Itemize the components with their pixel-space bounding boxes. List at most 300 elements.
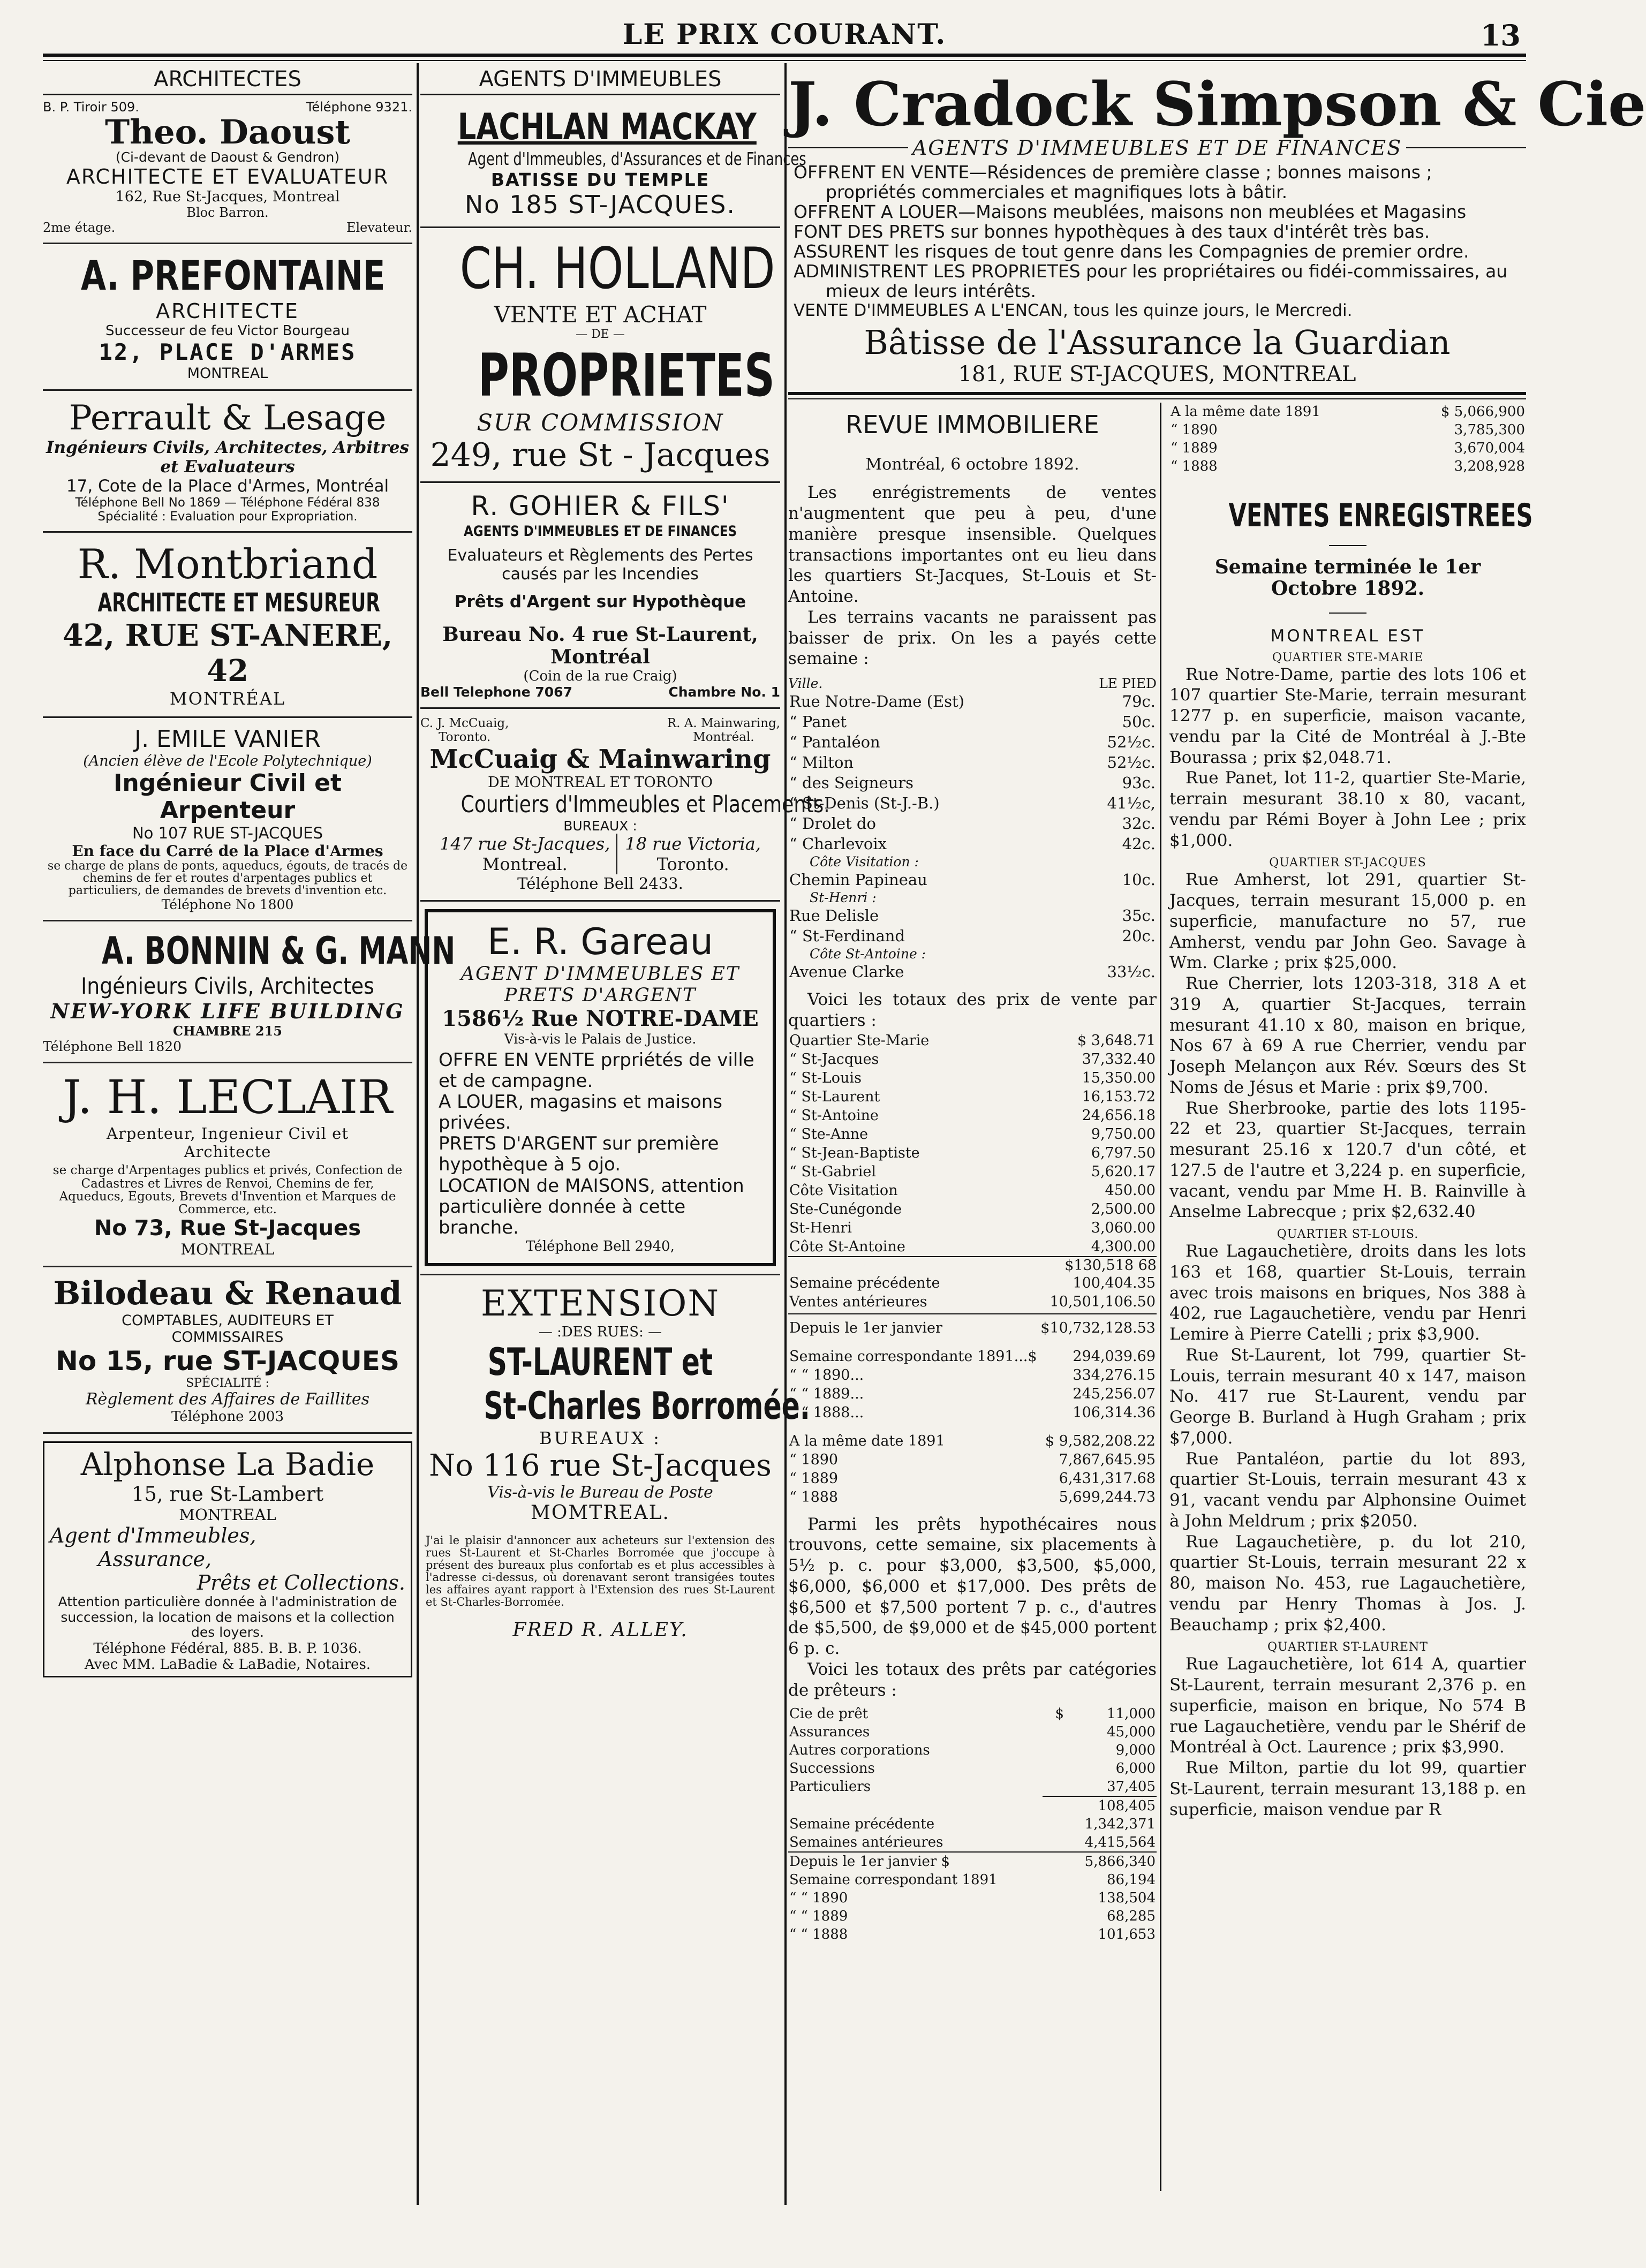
table-cell: Ventes antérieures <box>789 1293 927 1310</box>
firm-role: Ingénieur Civil et Arpenteur <box>113 769 342 825</box>
ad-perrault <box>43 398 412 524</box>
firm-name: Alphonse La Badie <box>80 1446 375 1483</box>
table-cell: Depuis le 1er janvier <box>789 1854 937 1870</box>
table-cell: “ “ 1890 <box>789 1890 848 1907</box>
table-row <box>788 926 1157 946</box>
table-row <box>788 752 1157 773</box>
sale-entry: Rue Lagauchetière, p. du lot 210, quartier St-Louis, terrain mesurant 22 x 80, maison No. 453, rue Lagauchetière, vendu par Henry Thomas à Jos. J. Beauchamp ; prix $2,400. <box>1169 1532 1526 1635</box>
table-cell: 10,501,106.50 <box>1049 1293 1156 1310</box>
offer-line: ADMINISTRENT LES PROPRIETES pour les propriétaires ou fidéi-commissaires, au mieux de leurs intérêts. <box>794 260 1508 301</box>
revue-immobiliere <box>788 403 1157 1944</box>
street-name: St-Charles Borromée. <box>484 1384 810 1428</box>
table-cell: 5,620.17 <box>1091 1163 1156 1180</box>
office-city: Montreal. <box>482 854 568 874</box>
building-name: BATISSE DU TEMPLE <box>490 169 710 190</box>
table-row <box>788 773 1157 793</box>
firm-offer: A LOUER, magasins et maisons privées. <box>439 1091 723 1134</box>
firm-name: J. EMILE VANIER <box>134 725 321 753</box>
table-row <box>788 793 1157 813</box>
sale-entry: Rue Amherst, lot 291, quartier St-Jacques, terrain mesurant 15,000 p. en superficie, manufacture no 57, rue Amherst, vendu par John Geo. Savage à Wm. Clarke ; prix $25,000. <box>1169 870 1526 973</box>
firm-offer: PRETS D'ARGENT sur première hypothèque à 5 ojo. <box>439 1133 719 1176</box>
article-paragraph: Parmi les prêts hypothécaires nous trouvons, cette semaine, six placements à 5½ p. c. pour $3,000, $3,500, $5,000, $6,000, $6,000 et $17,000. Des prêts de $6,500 et $7,500 portent 7 p. c., d'autres de $5,500, de $9,000 et de $45,000 portent 6 p. c. <box>788 1514 1157 1659</box>
table-cell: “ Pantaléon <box>789 733 880 752</box>
table-cell: “ Drolet do <box>789 814 876 833</box>
firm-building: Bâtisse de l'Assurance la Guardian <box>864 323 1451 362</box>
ad-subtitle: — :DES RUES: — <box>538 1324 662 1340</box>
po-box: B. P. Tiroir 509. <box>43 100 139 115</box>
summary-table <box>788 1274 1157 1311</box>
table-cell: 33½c. <box>1107 963 1156 981</box>
firm-role: Arpenteur, Ingenieur Civil et <box>107 1124 349 1143</box>
table-cell: 9,750.00 <box>1091 1125 1156 1143</box>
table-cell: 3,670,004 <box>1454 440 1525 457</box>
ad-bilodeau <box>43 1275 412 1425</box>
firm-name: CH. HOLLAND <box>459 236 775 301</box>
table-cell: 450.00 <box>1105 1182 1156 1199</box>
firm-description: Attention particulière donnée à l'administration de succession, la location de maisons et la collection des loyers. <box>58 1593 397 1640</box>
table-cell: 93c. <box>1122 774 1156 792</box>
quarter-heading: QUARTIER ST-JACQUES <box>1269 856 1426 870</box>
table-cell: Ste-Cunégonde <box>789 1200 902 1218</box>
ad-montbriand <box>43 540 412 709</box>
firm-role: Prêts et Collections. <box>197 1570 405 1594</box>
article-subtitle: Semaine terminée le 1er Octobre 1892. <box>1214 556 1481 600</box>
table-cell: Rue Delisle <box>789 906 879 925</box>
telephone: Téléphone No 1800 <box>161 897 294 913</box>
table-row <box>788 1087 1157 1106</box>
table-cell: 5,699,244.73 <box>1059 1488 1156 1506</box>
firm-service: VENTE ET ACHAT <box>494 301 707 328</box>
table-cell: Assurances <box>789 1724 870 1741</box>
partner-city: Montréal. <box>693 730 754 744</box>
table-cell <box>1045 1723 1065 1741</box>
firm-role: Courtiers d'Immeubles et Placements. <box>460 791 830 818</box>
firm-role: et Evaluateurs <box>160 457 295 477</box>
firm-offers <box>788 160 1526 323</box>
firm-location: (Coin de la rue Craig) <box>523 668 677 684</box>
table-cell: 3,060.00 <box>1091 1219 1156 1236</box>
table-cell: $ <box>1055 1706 1064 1722</box>
ad-extension <box>420 1282 810 1642</box>
firm-name: LACHLAN MACKAY <box>457 106 757 148</box>
table-cell: Depuis le 1er janvier <box>789 1319 942 1336</box>
same-date-table <box>1169 403 1526 475</box>
telephone: Téléphone Fédéral, 885. B. B. P. 1036. <box>93 1640 362 1657</box>
sale-entry: Rue Panet, lot 11-2, quartier Ste-Marie, terrain mesurant 38.10 x 80, vacant, vendu par Rémi Boyer à John Lee ; prix $1,000. <box>1169 768 1526 850</box>
table-row <box>788 1469 1157 1488</box>
ad-labadie <box>43 1441 412 1677</box>
firm-name: McCuaig & Mainwaring <box>429 744 771 774</box>
firm-address: 42, RUE ST-ANERE, 42 <box>62 618 393 689</box>
firm-address: No 73, Rue St-Jacques <box>94 1215 361 1241</box>
table-cell: “ “ 1890... <box>789 1366 864 1384</box>
table-cell: Semaine précédente <box>789 1816 935 1833</box>
firm-partners: Avec MM. LaBadie & LaBadie, Notaires. <box>84 1657 371 1673</box>
office-address: 147 rue St-Jacques, <box>440 834 610 854</box>
firm-address: 1586½ Rue NOTRE-DAME <box>442 1006 759 1031</box>
table-cell: 9,000 <box>1115 1742 1156 1759</box>
partner-name: C. J. McCuaig, <box>420 716 509 730</box>
table-row <box>788 1833 1157 1852</box>
telephone: Téléphone 2003 <box>171 1408 284 1425</box>
telephone: Téléphone Bell No 1869 — Téléphone Fédéral 838 <box>75 496 380 510</box>
table-cell <box>1045 1759 1065 1778</box>
table-label: Côte Visitation : <box>810 854 919 870</box>
table-row <box>788 1366 1157 1385</box>
firm-city: MONTREAL <box>187 365 268 382</box>
table-row <box>788 1069 1157 1087</box>
room: Chambre No. 1 <box>668 684 780 700</box>
firm-description: se charge de plans de ponts, aqueducs, égouts, de tracés de chemins de fer et routes d'arpentages publics et particuliers, de demandes de brevets d'invention etc. <box>47 859 408 898</box>
table-row <box>788 1219 1157 1237</box>
table-row <box>788 1741 1157 1759</box>
firm-address: 12, PLACE D'ARMES <box>99 339 357 366</box>
firm-role: Agent d'Immeubles, <box>50 1523 256 1547</box>
table-row <box>1169 457 1526 475</box>
table-cell: “ “ 1888... <box>789 1404 864 1421</box>
table-row <box>788 1889 1157 1907</box>
table-cell: 5,866,340 <box>1084 1854 1156 1870</box>
table-cell: Semaine correspondant 1891 <box>789 1872 998 1888</box>
table-row <box>788 1274 1157 1292</box>
table-cell: 3,208,928 <box>1454 458 1525 475</box>
firm-address: Bureau No. 4 rue St-Laurent, Montréal <box>442 623 758 668</box>
sale-entry: Rue Lagauchetière, droits dans les lots 163 et 168, quartier St-Louis, terrain avec trois maisons en briques, Nos 388 à 402, rue Lagauchetière, vendu par Henri Lemire à Pierre Catelli ; prix $3,900. <box>1169 1242 1526 1344</box>
firm-address: 17, Cote de la Place d'Armes, Montréal <box>66 477 389 496</box>
table-row <box>788 1292 1157 1311</box>
firm-role: Ingénieurs Civils, Architectes <box>81 973 374 1000</box>
table-cell: 6,797.50 <box>1091 1144 1156 1161</box>
table-cell: “ St-Antoine <box>789 1107 879 1124</box>
telephone: Téléphone Bell 1820 <box>43 1039 182 1055</box>
ad-gohier <box>420 490 780 700</box>
table-cell: 1,342,371 <box>1084 1816 1156 1833</box>
table-cell: 32c. <box>1122 814 1156 833</box>
article-paragraph: Les terrains vacants ne paraissent pas baisser de prix. On les a payés cette semaine : <box>788 607 1157 669</box>
column-rule <box>1160 403 1161 2191</box>
sale-entry: Rue Pantaléon, partie du lot 893, quartier St-Louis, terrain mesurant 43 x 91, vacant vendu par Alphonsine Ouimet à John Meldrum ; prix $2050. <box>1169 1449 1526 1531</box>
offices-label: BUREAUX : <box>563 818 637 834</box>
table-cell: 2,500.00 <box>1091 1200 1156 1218</box>
table-label: LE PIED <box>1099 676 1157 692</box>
table-cell: 16,153.72 <box>1082 1088 1156 1105</box>
quarter-heading: QUARTIER ST-LOUIS. <box>1277 1228 1419 1242</box>
firm-role: ARCHITECTE <box>156 299 299 323</box>
offer-line: OFFRENT EN VENTE—Résidences de première classe ; bonnes maisons ; propriétés commerciales et magnifiques lots à bâtir. <box>794 162 1432 202</box>
table-cell: 15,350.00 <box>1082 1069 1156 1086</box>
table-cell: “ St-Denis (St-J.-B.) <box>789 794 940 813</box>
office-address: 18 rue Victoria, <box>625 834 761 854</box>
article-paragraph: Voici les totaux des prix de vente par quartiers : <box>788 990 1157 1030</box>
firm-address: No 107 RUE ST-JACQUES <box>132 824 323 843</box>
table-cell: A la même date 1891 <box>789 1432 945 1449</box>
table-cell: 42c. <box>1122 835 1156 853</box>
sale-entry: Rue Lagauchetière, lot 614 A, quartier St-Laurent, terrain mesurant 2,376 p. en superficie, maison en brique, No 574 B rue Lagauchetière, vendu par le Shérif de Montréal à Oct. Laurence ; prix $3,990. <box>1169 1654 1526 1757</box>
table-row <box>788 1125 1157 1144</box>
table-cell: 6,000 <box>1115 1760 1156 1777</box>
table-cell: 68,285 <box>1107 1908 1156 1925</box>
firm-offer: LOCATION de MAISONS, attention particulière donnée à cette branche. <box>439 1175 744 1238</box>
firm-succession: Successeur de feu Victor Bourgeau <box>105 323 350 339</box>
quarter-table <box>788 1031 1157 1256</box>
sale-entry: Rue Sherbrooke, partie des lots 1195-22 et 23, quartier St-Jacques, terrain mesurant 25.16 x 120.7 d'un côté, et 127.5 de l'autre et 3,224 p. en superficie, vacant, vendu par Mme H. B. Rainville à Anselme Labrecque ; prix $2,632.40 <box>1169 1098 1526 1222</box>
offer-line: OFFRENT A LOUER—Maisons meublées, maisons non meublées et Magasins <box>794 201 1467 222</box>
table-row <box>788 962 1157 982</box>
table-cell: “ 1888 <box>789 1488 839 1506</box>
telephone: Bell Telephone 7067 <box>420 684 572 700</box>
quarter-heading: QUARTIER ST-LAURENT <box>1267 1640 1428 1654</box>
ad-prefontaine <box>43 252 412 382</box>
table-cell: 35c. <box>1122 906 1156 925</box>
sale-entry: Rue Cherrier, lots 1203-318, 318 A et 319 A, quartier St-Jacques, terrain mesurant 41.10 x 80, maison en brique, Nos 67 à 69 A rue Cherrier, vendu par Joseph Melançon aux Rév. Sœurs des St Noms de Jésus et Marie : prix $9,700. <box>1169 974 1526 1097</box>
table-cell: 37,405 <box>1107 1779 1156 1795</box>
firm-name: R. GOHIER & FILS' <box>471 490 730 521</box>
same-date-table <box>788 1432 1157 1507</box>
table-cell: “ St-Jacques <box>789 1050 879 1068</box>
page-number: 13 <box>1480 18 1521 52</box>
table-cell <box>1045 1778 1065 1796</box>
firm-city: MOMTREAL. <box>531 1501 670 1524</box>
lender-summary <box>788 1796 1157 1871</box>
article-title: VENTES ENREGISTREES <box>1228 497 1533 535</box>
table-cell: “ “ 1888 <box>789 1926 848 1943</box>
table-cell: “ 1889 <box>1171 440 1218 457</box>
firm-offer: OFFRE EN VENTE prpriétés de ville et de campagne. <box>439 1049 754 1092</box>
firm-role: ARCHITECTE ET EVALUATEUR <box>66 165 389 189</box>
firm-service: Evaluateurs et Règlements des Pertes causés par les Incendies <box>447 546 753 584</box>
table-row <box>788 1450 1157 1469</box>
table-row <box>788 870 1157 890</box>
partner-name: R. A. Mainwaring, <box>667 716 780 730</box>
table-cell: 50c. <box>1122 713 1156 731</box>
table-cell: Particuliers <box>789 1779 871 1795</box>
table-cell: “ 1890 <box>789 1451 839 1468</box>
offer-line: ASSURENT les risques de tout genre dans les Compagnies de premier ordre. <box>794 240 1469 262</box>
table-cell: 6,431,317.68 <box>1059 1470 1156 1487</box>
partner-city: Toronto. <box>439 730 491 744</box>
table-row <box>788 1796 1157 1815</box>
table-row <box>788 1871 1157 1889</box>
firm-location: Vis-à-vis le Bureau de Poste <box>487 1483 713 1502</box>
firm-note: (Ci-devant de Daoust & Gendron) <box>115 149 340 165</box>
firm-role: COMMISSAIRES <box>171 1328 284 1345</box>
table-cell: Semaines antérieures <box>789 1834 943 1851</box>
column-cradock <box>788 70 1646 2233</box>
table-cell: “ Ste-Anne <box>789 1125 869 1143</box>
ad-gareau <box>425 909 776 1266</box>
sale-entry: Rue St-Laurent, lot 799, quartier St-Louis, terrain mesurant 40 x 147, maison No. 417 rue St-Laurent, vendu par George B. Burland à Hugh Graham ; prix $7,000. <box>1169 1345 1526 1448</box>
table-row <box>788 813 1157 834</box>
floor: 2me étage. <box>43 220 116 236</box>
table-label: St-Henri : <box>810 890 877 906</box>
table-cell: 86,194 <box>1107 1872 1156 1888</box>
table-cell: “ Charlevoix <box>789 835 887 853</box>
firm-address: No 116 rue St-Jacques <box>429 1448 772 1483</box>
table-cell: “ 1889 <box>789 1470 839 1487</box>
telephone: Téléphone Bell 2940, <box>526 1238 675 1254</box>
table-cell: 45,000 <box>1107 1724 1156 1741</box>
table-cell: 294,039.69 <box>1073 1348 1156 1365</box>
firm-address: No 15, rue ST-JACQUES <box>56 1345 399 1377</box>
firm-city: MONTREAL <box>179 1505 276 1524</box>
table-cell: 106,314.36 <box>1073 1404 1156 1421</box>
firm-loans: Prêts d'Argent sur Hypothèque <box>454 592 746 611</box>
table-cell: “ 1888 <box>1171 458 1218 475</box>
room: CHAMBRE 215 <box>173 1023 282 1039</box>
firm-name: A. BONNIN & G. MANN <box>102 929 456 973</box>
table-cell: “ St-Louis <box>789 1069 862 1086</box>
table-cell: 108,405 <box>1043 1796 1157 1815</box>
table-cell: Côte Visitation <box>789 1182 898 1199</box>
table-row <box>788 1759 1157 1778</box>
table-cell: 10c. <box>1122 871 1156 889</box>
table-cell: 37,332.40 <box>1082 1050 1156 1068</box>
table-cell: Chemin Papineau <box>789 871 927 889</box>
ad-daoust <box>43 100 412 235</box>
firm-description: se charge d'Arpentages publics et privés, Confection de Cadastres et Livres de Renvoi, Chemins de fer, Aqueducs, Egouts, Brevets d'Invention et Marques de Commerce, etc. <box>52 1163 403 1216</box>
table-cell: Successions <box>789 1760 875 1777</box>
table-label: Côte St-Antoine : <box>810 946 926 962</box>
table-cell: “ Panet <box>789 713 847 731</box>
firm-name: J. Cradock Simpson & Cie <box>788 70 1646 140</box>
table-cell: $ <box>941 1854 950 1870</box>
table-row <box>788 1925 1157 1944</box>
table-row <box>788 1319 1157 1337</box>
ventes-enregistrees <box>1169 403 1533 1820</box>
ad-signature: FRED R. ALLEY. <box>512 1619 688 1642</box>
firm-address: 162, Rue St-Jacques, Montreal <box>115 188 340 206</box>
table-cell: 245,256.07 <box>1073 1385 1156 1402</box>
ad-title: EXTENSION <box>480 1282 720 1324</box>
table-cell: 4,415,564 <box>1084 1834 1156 1851</box>
table-cell: Semaine correspondante 1891...$ <box>789 1348 1037 1365</box>
table-row <box>1169 439 1526 457</box>
firm-role: Agent d'Immeubles, d'Assurances et de Finances <box>468 148 806 169</box>
table-cell: 79c. <box>1122 692 1156 711</box>
section-heading: MONTREAL EST <box>1270 626 1425 646</box>
table-cell: “ “ 1889... <box>789 1385 864 1402</box>
sale-entry: Rue Notre-Dame, partie des lots 106 et 107 quartier Ste-Marie, terrain mesurant 1277 p. en superficie, maison vacante, vendu par la Cité de Montréal à J.-Bte Bourassa ; prix $2,048.71. <box>1169 664 1526 767</box>
table-row <box>788 905 1157 926</box>
lender-corresponding <box>788 1871 1157 1944</box>
price-table <box>788 962 1157 982</box>
firm-connector: — DE — <box>576 328 625 341</box>
table-cell <box>1045 1741 1065 1759</box>
firm-role: AGENTS D'IMMEUBLES ET DE FINANCES <box>463 523 737 540</box>
column-rule <box>784 63 787 2205</box>
article-date: Montréal, 6 octobre 1892. <box>865 455 1079 474</box>
ad-text: J'ai le plaisir d'annoncer aux acheteurs sur l'extension des rues St-Laurent et St-Charles Borromée que j'occupe à présent des bureaux plus confortab es et plus accessibles à l'adresse ci-dessus, où dorenavant seront transigées toutes les affaires ayant rapport à l'Extension des rues St-Laurent et St-Charles-Borromée. <box>426 1533 775 1609</box>
table-cell: Rue Notre-Dame (Est) <box>789 692 964 711</box>
firm-specialty-text: Règlement des Affaires de Faillites <box>85 1389 370 1409</box>
firm-address: 15, rue St-Lambert <box>131 1482 324 1506</box>
firm-role: ARCHITECTE ET MESUREUR <box>97 588 380 618</box>
telephone: Téléphone 9321. <box>306 100 412 115</box>
table-cell: 101,653 <box>1098 1926 1156 1943</box>
table-cell: 4,300.00 <box>1091 1238 1156 1255</box>
firm-name: Theo. Daoust <box>104 112 350 152</box>
table-cell: 3,785,300 <box>1454 422 1525 439</box>
table-cell: Semaine précédente <box>789 1274 940 1291</box>
summary-table <box>788 1319 1157 1337</box>
firm-specialty: Spécialité : Evaluation pour Expropriation. <box>97 510 358 524</box>
table-cell: 334,276.15 <box>1073 1366 1156 1384</box>
firm-location: Vis-à-vis le Palais de Justice. <box>504 1031 697 1047</box>
price-table <box>788 870 1157 890</box>
firm-name: R. Montbriand <box>77 540 378 588</box>
table-cell: 52½c. <box>1107 733 1156 752</box>
table-row <box>788 1385 1157 1403</box>
page-header <box>43 18 1526 56</box>
firm-name: A. PREFONTAINE <box>81 252 386 300</box>
firm-role: Architecte <box>184 1143 271 1161</box>
article-title: REVUE IMMOBILIERE <box>845 410 1099 440</box>
table-row <box>788 1181 1157 1200</box>
firm-role: PRETS D'ARGENT <box>504 985 697 1006</box>
table-row <box>788 1403 1157 1422</box>
table-row <box>788 1106 1157 1125</box>
header-rule <box>43 54 1526 61</box>
firm-role: AGENTS D'IMMEUBLES ET DE FINANCES <box>912 136 1402 160</box>
section-heading: AGENTS D'IMMEUBLES <box>420 67 780 95</box>
table-row <box>788 1723 1157 1741</box>
street-name: ST-LAURENT et <box>487 1340 713 1384</box>
page-title: LE PRIX COURANT. <box>622 18 947 51</box>
table-row <box>788 1200 1157 1219</box>
table-cell: $ 3,648.71 <box>1077 1032 1156 1049</box>
ad-vanier <box>43 725 412 912</box>
ad-mackay <box>420 106 806 219</box>
table-cell: Cie de prêt <box>789 1706 869 1722</box>
table-cell: “ St-Ferdinand <box>789 927 905 946</box>
firm-role: AGENT D'IMMEUBLES ET <box>460 963 740 985</box>
table-cell: 138,504 <box>1098 1890 1156 1907</box>
table-cell: “ Milton <box>789 753 854 772</box>
section-heading: ARCHITECTES <box>43 67 412 95</box>
firm-location: En face du Carré de la Place d'Armes <box>72 842 383 860</box>
sale-entry: Rue Milton, partie du lot 99, quartier St-Laurent, terrain mesurant 13,188 p. en superficie, maison vendue par R <box>1169 1758 1526 1819</box>
firm-service: SUR COMMISSION <box>477 410 724 436</box>
table-cell: $10,732,128.53 <box>1040 1319 1156 1336</box>
quarter-heading: QUARTIER STE-MARIE <box>1272 651 1424 664</box>
table-row <box>1169 421 1526 439</box>
table-cell: 7,867,645.95 <box>1059 1451 1156 1468</box>
firm-specialty: SPÉCIALITÉ : <box>186 1376 269 1390</box>
firm-headline: PROPRIETES <box>478 341 775 410</box>
table-row <box>788 691 1157 712</box>
corresponding-table <box>788 1347 1157 1422</box>
table-row <box>788 1815 1157 1833</box>
table-row <box>788 1162 1157 1181</box>
offer-line: FONT DES PRETS sur bonnes hypothèques à des taux d'intérêt très bas. <box>794 221 1430 242</box>
article-paragraph: Voici les totaux des prêts par catégories de prêteurs : <box>788 1659 1157 1700</box>
firm-role: Ingénieurs Civils, Architectes, Arbitres <box>46 438 409 458</box>
table-cell: “ 1890 <box>1171 422 1218 439</box>
table-row <box>788 834 1157 854</box>
telephone: Téléphone Bell 2433. <box>517 874 683 893</box>
building-name: NEW-YORK LIFE BUILDING <box>50 999 405 1024</box>
table-cell: Autres corporations <box>789 1742 930 1759</box>
table-row <box>788 1705 1157 1723</box>
table-cell: “ des Seigneurs <box>789 774 913 792</box>
table-row <box>788 1144 1157 1162</box>
table-row <box>788 1050 1157 1069</box>
ad-leclair <box>43 1071 412 1258</box>
table-cell: A la même date 1891 <box>1171 404 1320 420</box>
firm-name: Perrault & Lesage <box>69 398 387 439</box>
article-paragraph: Les enrégistrements de ventes n'augmentent que peu à peu, d'une manière presque insensible. Quelques transactions importantes ont eu lieu dans les quartiers St-Jacques, St-Louis et St-Antoine. <box>788 483 1157 607</box>
table-cell: 100,404.35 <box>1073 1274 1156 1291</box>
